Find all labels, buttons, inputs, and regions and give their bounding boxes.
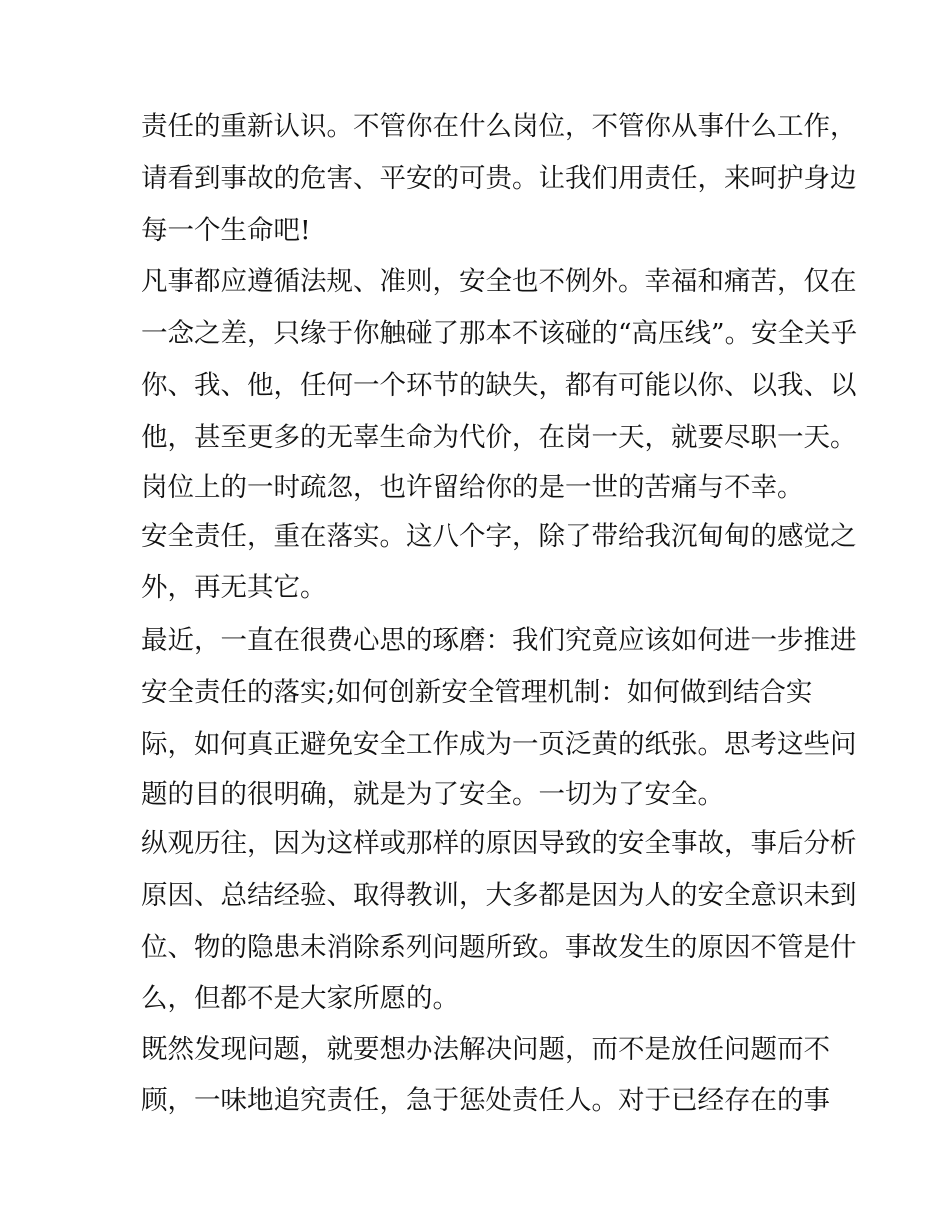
text-line: 请看到事故的危害、平安的可贵。让我们用责任，来呵护身边 [141,163,857,194]
text-line: 顾，一味地追究责任，急于惩处责任人。对于已经存在的事 [141,1085,830,1116]
text-line: 原因、总结经验、取得教训，大多都是因为人的安全意识未到 [141,880,857,911]
text-line: 一念之差，只缘于你触碰了那本不该碰的“高压线”。安全关乎 [141,318,858,349]
text-line: 每一个生命吧! [141,215,311,246]
text-line: 既然发现问题，就要想办法解决问题，而不是放任问题而不 [141,1034,830,1065]
text-line: 你、我、他，任何一个环节的缺失，都有可能以你、以我、以 [141,370,857,401]
text-line: 位、物的隐患未消除系列问题所致。事故发生的原因不管是什 [141,932,857,963]
text-line: 纵观历往，因为这样或那样的原因导致的安全事故，事后分析 [141,828,857,859]
text-line: 岗位上的一时疏忽，也许留给你的是一世的苦痛与不幸。 [141,472,804,503]
text-line: 安全责任的落实;如何创新安全管理机制：如何做到结合实 [141,677,813,708]
text-line: 最近，一直在很费心思的琢磨：我们究竟应该如何进一步推进 [141,625,857,656]
text-line: 外，再无其它。 [141,572,327,603]
text-line: 么，但都不是大家所愿的。 [141,983,459,1014]
text-line: 际，如何真正避免安全工作成为一页泛黄的纸张。思考这些问 [141,729,857,760]
text-line: 他，甚至更多的无辜生命为代价，在岗一天，就要尽职一天。 [141,422,857,453]
text-line: 安全责任，重在落实。这八个字，除了带给我沉甸甸的感觉之 [141,521,857,552]
text-line: 责任的重新认识。不管你在什么岗位，不管你从事什么工作， [141,111,857,142]
text-line: 题的目的很明确，就是为了安全。一切为了安全。 [141,779,724,810]
text-line: 凡事都应遵循法规、准则，安全也不例外。幸福和痛苦，仅在 [141,266,857,297]
